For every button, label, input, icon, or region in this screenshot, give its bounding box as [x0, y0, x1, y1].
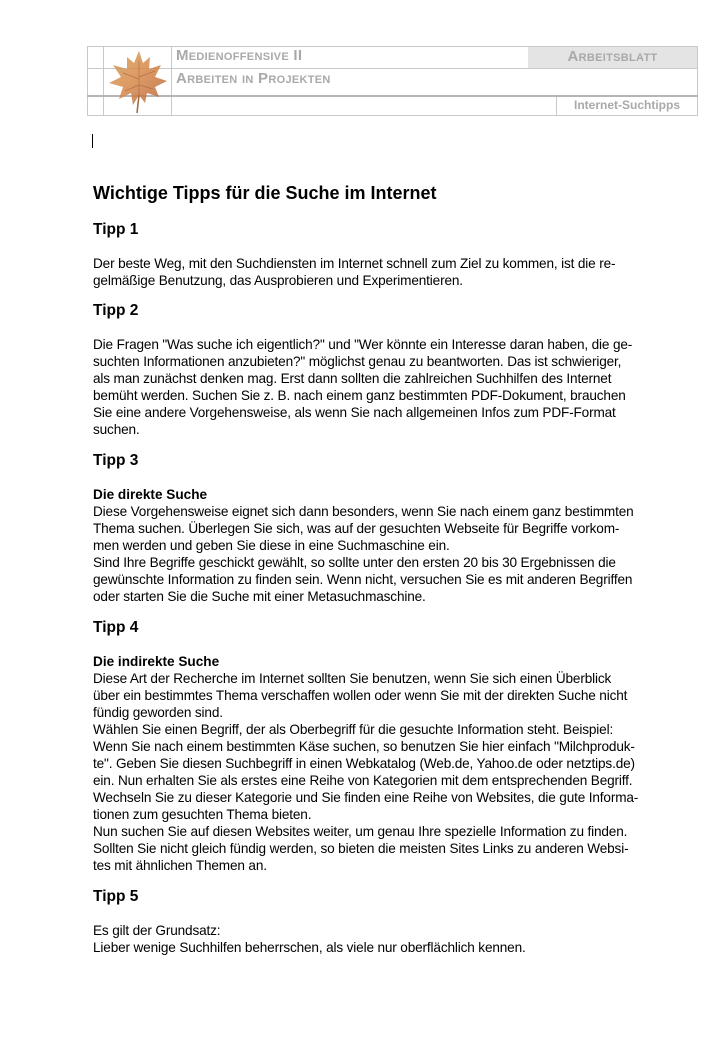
- tip-line: Diese Vorgehensweise eignet sich dann besonders, wenn Sie nach einem ganz bestimmten: [93, 504, 634, 519]
- tip-line: suchen.: [93, 422, 140, 437]
- tip-line: Diese Art der Recherche im Internet sollten Sie benutzen, wenn Sie sich einen Überblick: [93, 671, 612, 686]
- tip-subheading: Die indirekte Suche: [93, 654, 220, 669]
- badge-label: Arbeitsblatt: [567, 48, 658, 65]
- header-subtitle: Arbeiten in Projekten: [176, 70, 331, 87]
- maple-leaf-icon: [103, 47, 173, 115]
- tip-heading: Tipp 5: [93, 888, 139, 905]
- tip-line: bemüht werden. Suchen Sie z. B. nach einem ganz bestimmten PDF-Dokument, brauchen: [93, 388, 626, 403]
- tip-heading: Tipp 4: [93, 619, 139, 636]
- tip-line: Sollten Sie nicht gleich fündig werden, so bieten die meisten Sites Links zu anderen Websi-: [93, 841, 629, 856]
- tip-heading: Tipp 2: [93, 302, 139, 319]
- tip-line: Sie eine andere Vorgehensweise, als wenn Sie nach allgemeinen Infos zum PDF-Format: [93, 405, 616, 420]
- tip-section: [93, 220, 693, 289]
- tip-line: Wählen Sie einen Begriff, der als Oberbegriff für die gesuchte Information steht. Beispiel:: [93, 722, 614, 737]
- tip-line: tes mit ähnlichen Themen an.: [93, 858, 267, 873]
- document-body: [93, 182, 693, 956]
- tip-line: als man zunächst denken mag. Erst dann sollten die zahlreichen Suchhilfen des Internet: [93, 371, 612, 386]
- tip-section: [93, 301, 693, 438]
- header-title: Medienoffensive II: [176, 47, 303, 64]
- tip-line: Die Fragen "Was suche ich eigentlich?" und "Wer könnte ein Interesse daran haben, die ge-: [93, 337, 633, 352]
- tip-line: oder starten Sie die Suche mit einer Metasuchmaschine.: [93, 589, 426, 604]
- tip-section: [93, 451, 693, 605]
- tip-line: gewünschte Information zu finden sein. Wenn nicht, versuchen Sie es mit anderen Begriffen: [93, 572, 633, 587]
- tip-heading: Tipp 3: [93, 452, 139, 469]
- tip-line: Nun suchen Sie auf diesen Websites weiter, um genau Ihre spezielle Information zu finden.: [93, 824, 628, 839]
- tip-line: Thema suchen. Überlegen Sie sich, was auf der gesuchten Webseite für Begriffe vorkom-: [93, 521, 620, 536]
- page-title: Wichtige Tipps für die Suche im Internet: [93, 183, 437, 203]
- tip-subheading: Die direkte Suche: [93, 487, 208, 502]
- tip-line: Wechseln Sie zu dieser Kategorie und Sie finden eine Reihe von Websites, die gute Informa-: [93, 790, 639, 805]
- page-header: [87, 46, 698, 116]
- tip-line: te". Geben Sie diesen Suchbegriff in einen Webkatalog (Web.de, Yahoo.de oder netztips.de): [93, 756, 635, 771]
- tip-line: über ein bestimmtes Thema verschaffen wollen oder wenn Sie mit der direkten Suche nicht: [93, 688, 628, 703]
- tip-line: Der beste Weg, mit den Suchdiensten im Internet schnell zum Ziel zu kommen, ist die re-: [93, 256, 616, 271]
- tip-line: Lieber wenige Suchhilfen beherrschen, als viele nur oberflächlich kennen.: [93, 940, 526, 955]
- tip-line: tionen zum gesuchten Thema bieten.: [93, 807, 312, 822]
- tip-section: [93, 887, 693, 956]
- tip-line: Sind Ihre Begriffe geschickt gewählt, so sollte unter den ersten 20 bis 30 Ergebnissen die: [93, 555, 616, 570]
- tip-heading: Tipp 1: [93, 221, 139, 238]
- tip-line: Es gilt der Grundsatz:: [93, 923, 221, 938]
- tip-line: men werden und geben Sie diese in eine Suchmaschine ein.: [93, 538, 450, 553]
- tip-line: fündig geworden sind.: [93, 705, 223, 720]
- topic-tag: Internet-Suchtipps: [573, 98, 680, 112]
- tip-line: gelmäßige Benutzung, das Ausprobieren und Experimentieren.: [93, 273, 463, 288]
- tip-line: ein. Nun erhalten Sie als erstes eine Reihe von Kategorien mit dem entsprechenden Begriff.: [93, 773, 633, 788]
- tip-line: Wenn Sie nach einem bestimmten Käse suchen, so benutzen Sie hier einfach "Milchproduk-: [93, 739, 635, 754]
- document-type-badge: [528, 47, 697, 68]
- text-cursor: [92, 134, 93, 148]
- tip-section: [93, 618, 693, 874]
- tip-line: suchten Informationen anzubieten?" möglichst genau zu beantworten. Das ist schwieriger,: [93, 354, 622, 369]
